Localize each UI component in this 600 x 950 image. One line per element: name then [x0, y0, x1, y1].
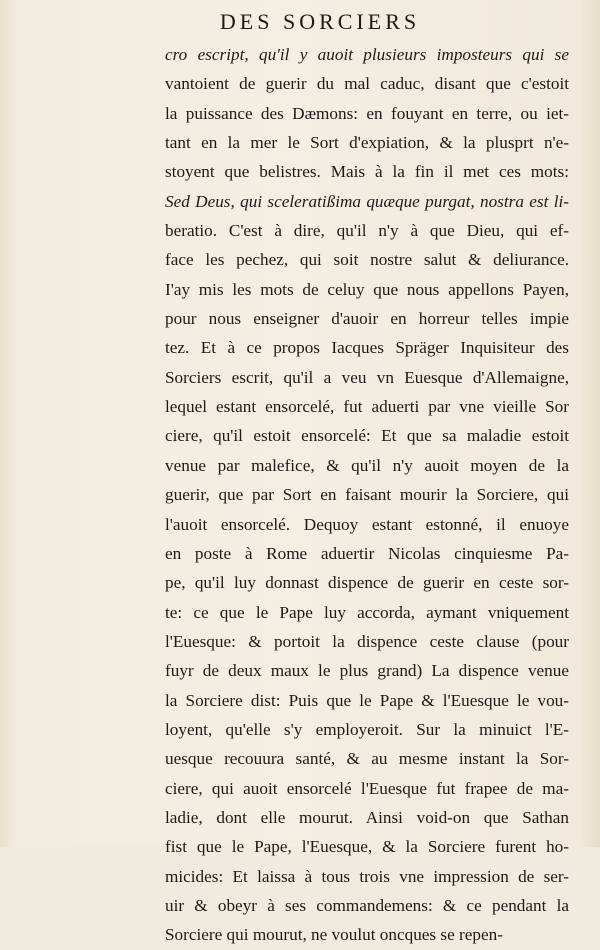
text-line: uir & obeyr à ses commandemens: & ce pendant la	[165, 895, 569, 915]
text-line: pe, qu'il luy donnast dispence de guerir en ceste sor-	[165, 573, 569, 593]
text-line: la puissance des Dæmons: en fouyant en terre, ou iet-	[165, 103, 569, 123]
text-line: tez. Et à ce propos Iacques Spräger Inquisiteur des	[165, 338, 569, 358]
text-line: fuyr de deux maux le plus grand) La dispence venue	[165, 661, 569, 681]
text-line: cro escript, qu'il y auoit plusieurs imposteurs qui se	[165, 45, 569, 64]
text-line: face les pechez, qui soit nostre salut & deliurance.	[165, 250, 569, 270]
text-line: pour nous enseigner d'auoir en horreur telles impie	[165, 309, 569, 329]
text-line: te: ce que le Pape luy accorda, aymant vniquement	[165, 602, 569, 622]
text-line: Sorciere qui mourut, ne voulut oncques se repen-	[165, 925, 503, 945]
text-line: ladie, dont elle mourut. Ainsi void-on que Sathan	[165, 807, 569, 827]
text-line: vantoient de guerir du mal caduc, disant que c'estoit	[165, 74, 569, 94]
text-line: lequel estant ensorcelé, fut aduerti par vne vieille Sor	[165, 397, 569, 417]
text-line: guerir, que par Sort en faisant mourir la Sorciere, qui	[165, 485, 569, 505]
text-line: uesque recouura santé, & au mesme instant la Sor-	[165, 749, 569, 769]
text-line: micides: Et laissa à tous trois vne impression de ser-	[165, 866, 569, 886]
body-text	[165, 40, 569, 950]
text-line: ciere, qu'il estoit ensorcelé: Et que sa maladie estoit	[165, 426, 569, 446]
text-line: Sed Deus, qui sceleratißima quæque purgat, nostra est li-	[165, 191, 569, 211]
text-line: la Sorciere dist: Puis que le Pape & l'Euesque le vou-	[165, 690, 569, 710]
text-line: I'ay mis les mots de celuy que nous appellons Payen,	[165, 279, 569, 299]
text-line: fist que le Pape, l'Euesque, & la Sorciere furent ho-	[165, 837, 569, 857]
text-line: loyent, qu'elle s'y employeroit. Sur la minuict l'E-	[165, 719, 569, 739]
text-line: stoyent que belistres. Mais à la fin il met ces mots:	[165, 162, 569, 182]
text-line: tant en la mer le Sort d'expiation, & la plusprt n'e-	[165, 133, 569, 153]
text-line: Sorciers escrit, qu'il a veu vn Euesque d'Allemaigne,	[165, 367, 569, 387]
running-head: DES SORCIERS	[219, 9, 421, 34]
text-line: venue par malefice, & qu'il n'y auoit moyen de la	[165, 455, 569, 475]
text-line: en poste à Rome aduertir Nicolas cinquiesme Pa-	[165, 543, 569, 563]
text-line: ciere, qui auoit ensorcelé l'Euesque fut frapee de ma-	[165, 778, 569, 798]
text-line: l'Euesque: & portoit la dispence ceste clause (pour	[165, 631, 569, 651]
text-line: l'auoit ensorcelé. Dequoy estant estonné, il enuoye	[165, 514, 569, 534]
text-line: beratio. C'est à dire, qu'il n'y à que Dieu, qui ef-	[165, 221, 569, 241]
